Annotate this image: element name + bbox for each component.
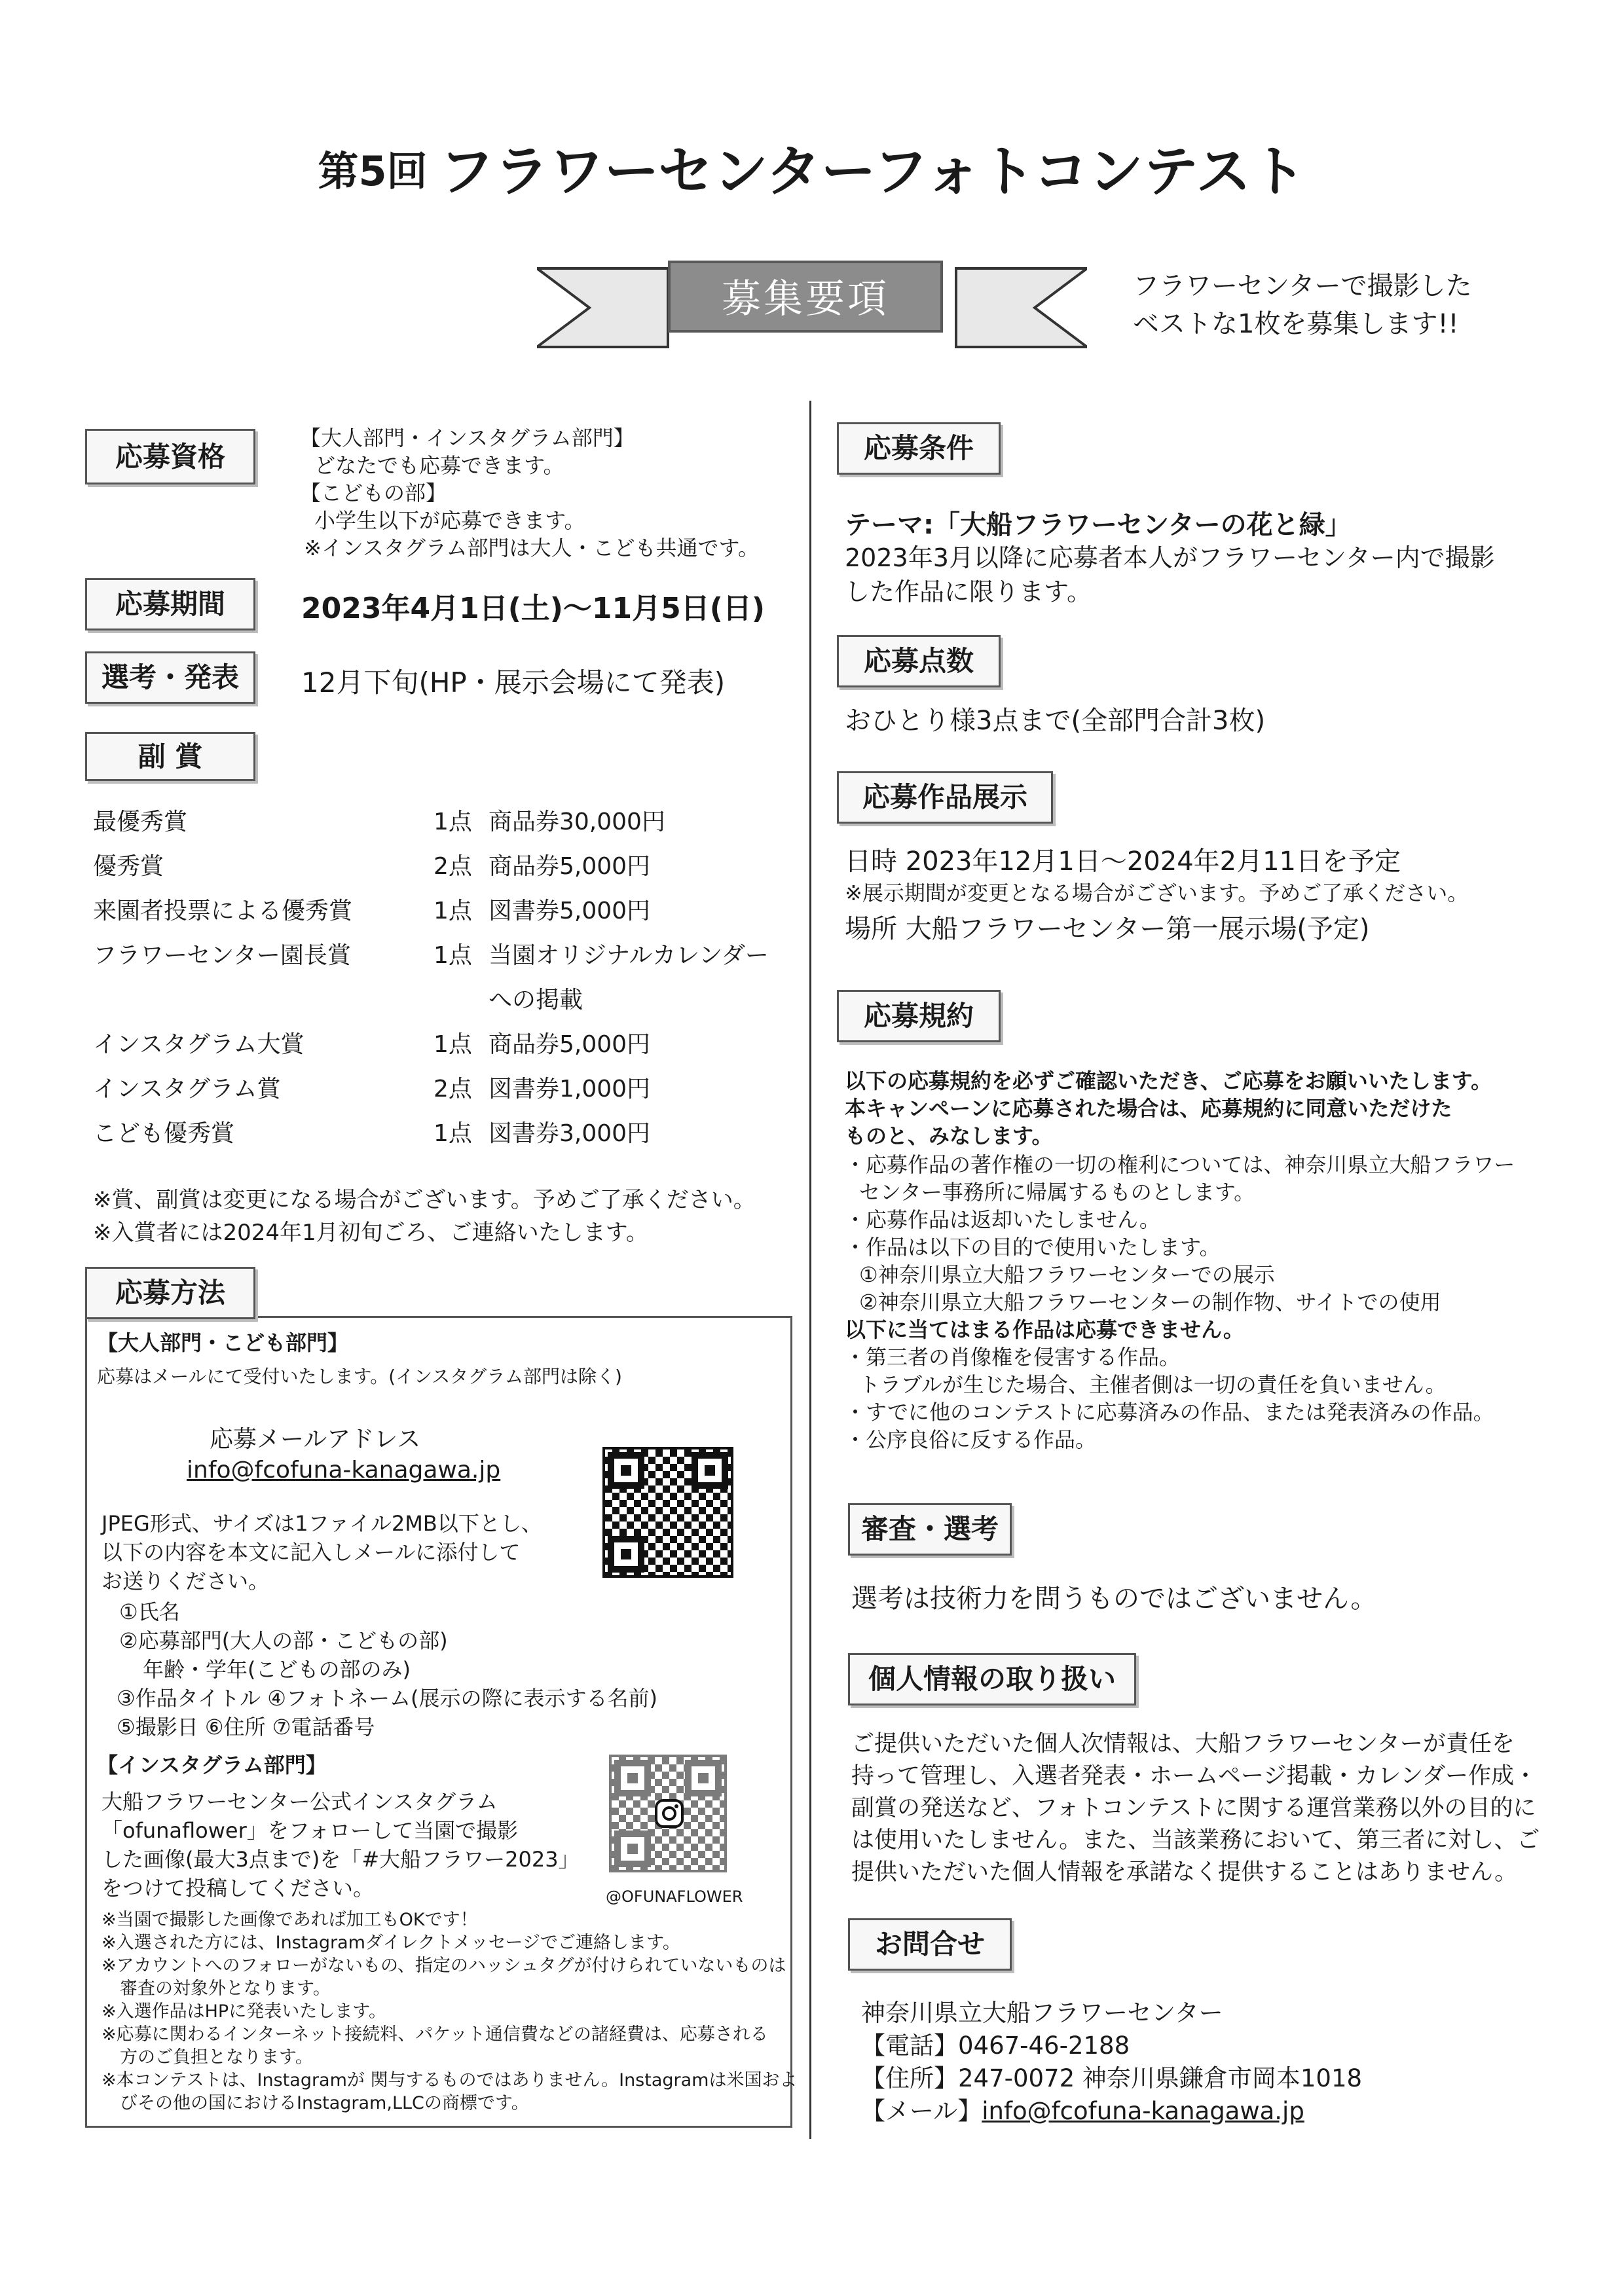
table-row (93, 978, 787, 1023)
eligibility-header: 応募資格 (85, 429, 255, 484)
list-item: ・すでに他のコンテストに応募済みの作品、または発表済みの作品。 (845, 1400, 1494, 1425)
insta-text (101, 1787, 580, 1903)
rules-intro-line: 以下の応募規約を必ずご確認いただき、ご応募をお願いいたします。 (845, 1068, 1492, 1093)
privacy-line: 副賞の発送など、フォトコンテストに関する運営業務以外の目的に (851, 1795, 1536, 1821)
prize-name: インスタグラム賞 (93, 1076, 281, 1102)
prize-count: 1点 (434, 1120, 472, 1147)
rules-intro-line: 本キャンペーンに応募された場合は、応募規約に同意いただけた (845, 1096, 1452, 1121)
count-header: 応募点数 (837, 635, 1001, 687)
contact-tel: 【電話】0467-46-2188 (861, 2032, 1130, 2060)
exhibit-note: ※展示期間が変更となる場合がございます。予めご了承ください。 (845, 881, 1469, 905)
list-item: ・公序良俗に反する作品。 (845, 1427, 1097, 1452)
method-header: 応募方法 (85, 1267, 255, 1319)
format-text (101, 1509, 542, 1595)
table-row (93, 889, 787, 934)
conditions-theme: テーマ:「大船フラワーセンターの花と緑」 (845, 510, 1352, 540)
mail-link[interactable]: info@fcofuna-kanagawa.jp (187, 1457, 501, 1484)
contact-info (861, 1997, 1362, 2128)
prize-name: 最優秀賞 (93, 809, 188, 835)
insta-note: びその他の国におけるInstagram,LLCの商標です。 (120, 2093, 529, 2113)
table-row (93, 934, 787, 978)
prize-count: 1点 (434, 942, 472, 969)
selection-header: 選考・発表 (85, 651, 255, 704)
judging-value: 選考は技術力を問うものではございません。 (851, 1584, 1377, 1614)
prize-name: インスタグラム大賞 (93, 1031, 304, 1058)
format-line: 以下の内容を本文に記入しメールに添付して (101, 1540, 521, 1565)
exhibit-header: 応募作品展示 (837, 771, 1053, 824)
list-item: ③作品タイトル ④フォトネーム(展示の際に表示する名前) (117, 1686, 657, 1711)
prize-value: 商品券5,000円 (489, 1031, 651, 1058)
prize-value: 商品券5,000円 (489, 853, 651, 880)
prize-notes (93, 1184, 756, 1249)
insta-line: 大船フラワーセンター公式インスタグラム (101, 1789, 498, 1814)
eligibility-text (300, 424, 759, 562)
list-item: ・応募作品の著作権の一切の権利については、神奈川県立大船フラワー (845, 1152, 1515, 1177)
ineligible-heading: 以下に当てはまる作品は応募できません。 (845, 1317, 1244, 1342)
prize-table (93, 800, 787, 1156)
eligibility-line: 【こどもの部】 (300, 481, 447, 505)
list-item: トラブルが生じた場合、主催者側は一切の責任を負いません。 (859, 1372, 1447, 1397)
conditions-text (845, 541, 1495, 609)
list-item: ⑤撮影日 ⑥住所 ⑦電話番号 (117, 1715, 375, 1740)
privacy-line: 提供いただいた個人情報を承諾なく提供することはありません。 (851, 1859, 1518, 1886)
contact-address: 【住所】247-0072 神奈川県鎌倉市岡本1018 (861, 2064, 1363, 2092)
list-item: ②応募部門(大人の部・こどもの部) (119, 1628, 448, 1653)
prize-value: 当園オリジナルカレンダー (489, 942, 769, 969)
insta-note: ※当園で撮影した画像であれば加工もOKです！ (101, 1910, 478, 1930)
contact-mail-row (861, 2095, 1362, 2128)
qr-code-mail (602, 1447, 733, 1578)
privacy-header: 個人情報の取り扱い (848, 1653, 1136, 1705)
prize-value: 図書券3,000円 (489, 1120, 651, 1147)
column-divider (809, 401, 811, 2139)
insta-line: 「ofunaflower」をフォローして当園で撮影 (101, 1818, 519, 1843)
insta-line: した画像(最大3点まで)を「#大船フラワー2023」 (101, 1847, 580, 1872)
period-header: 応募期間 (85, 578, 255, 630)
list-item: 年齢・学年(こどもの部のみ) (143, 1657, 411, 1682)
rules-items (845, 1151, 1515, 1316)
privacy-line: は使用いたしません。また、当該業務において、第三者に対し、ご (851, 1827, 1540, 1853)
prize-count: 2点 (434, 1076, 472, 1102)
insta-note: ※応募に関わるインターネット接続料、パケット通信費などの諸経費は、応募される (101, 2024, 768, 2045)
conditions-line: 2023年3月以降に応募者本人がフラワーセンター内で撮影 (845, 543, 1495, 572)
prize-name: フラワーセンター園長賞 (93, 942, 351, 969)
privacy-line: 持って管理し、入選者発表・ホームページ掲載・カレンダー作成・ (851, 1763, 1538, 1789)
list-item: ・作品は以下の目的で使用いたします。 (845, 1235, 1221, 1260)
rules-intro-line: ものと、みなします。 (845, 1123, 1053, 1148)
insta-heading: 【インスタグラム部門】 (97, 1753, 327, 1777)
table-row (93, 800, 787, 845)
title-main: フラワーセンターフォトコンテスト (439, 139, 1306, 204)
prize-count: 1点 (434, 809, 472, 835)
exhibit-date: 日時 2023年12月1日～2024年2月11日を予定 (845, 847, 1401, 877)
ribbon-label: 募集要項 (668, 261, 943, 333)
insta-notes (101, 1908, 797, 2115)
prize-count: 1点 (434, 898, 472, 924)
adult-intro: 応募はメールにて受付いたします。(インスタグラム部門は除く) (97, 1366, 622, 1387)
instagram-icon (655, 1799, 684, 1828)
rules-intro (845, 1067, 1492, 1150)
insta-note: 審査の対象外となります。 (120, 1978, 331, 1999)
prize-name: 優秀賞 (93, 853, 164, 880)
table-row (93, 1112, 787, 1156)
eligibility-line: どなたでも応募できます。 (314, 453, 564, 478)
prize-count: 2点 (434, 853, 472, 880)
contact-header: お問合せ (848, 1918, 1012, 1971)
insta-line: をつけて投稿してください。 (101, 1876, 375, 1901)
insta-note: ※本コンテストは、Instagramが 関与するものではありません。Instagramは米国およ (101, 2070, 798, 2090)
prize-name: こども優秀賞 (93, 1120, 235, 1147)
prize-value: 商品券30,000円 (489, 809, 665, 835)
eligibility-line: ※インスタグラム部門は大人・こども共通です。 (304, 536, 759, 560)
adult-heading: 【大人部門・こども部門】 (97, 1330, 349, 1355)
prize-value: 図書券5,000円 (489, 898, 651, 924)
format-line: JPEG形式、サイズは1ファイル2MB以下とし、 (101, 1511, 542, 1536)
prize-count: 1点 (434, 1031, 472, 1058)
rules-header: 応募規約 (837, 990, 1001, 1042)
eligibility-line: 【大人部門・インスタグラム部門】 (300, 426, 635, 450)
prize-name: 来園者投票による優秀賞 (93, 898, 353, 924)
insta-note: ※入選された方には、Instagramダイレクトメッセージでご連絡します。 (101, 1933, 680, 1953)
title-prefix: 第5回 (318, 147, 428, 195)
prize-note: ※入賞者には2024年1月初旬ごろ、ご連絡いたします。 (93, 1220, 648, 1246)
period-value: 2023年4月1日(土)～11月5日(日) (301, 592, 765, 625)
list-item: センター事務所に帰属するものとします。 (859, 1180, 1255, 1205)
list-item: ①神奈川県立大船フラワーセンターでの展示 (859, 1262, 1275, 1287)
insta-note: 方のご負担となります。 (120, 2047, 313, 2068)
contact-mail-label: 【メール】 (861, 2097, 982, 2125)
table-row (93, 1023, 787, 1067)
list-item: ・第三者の肖像権を侵害する作品。 (845, 1345, 1181, 1370)
insta-handle: @OFUNAFLOWER (606, 1887, 743, 1906)
prize-value: への掲載 (489, 987, 583, 1013)
contact-org: 神奈川県立大船フラワーセンター (861, 1999, 1223, 2027)
page-title (0, 128, 1624, 207)
conditions-line: した作品に限ります。 (845, 577, 1092, 606)
ineligible-items (845, 1343, 1494, 1453)
count-value: おひとり様3点まで(全部門合計3枚) (845, 706, 1266, 736)
eligibility-line: 小学生以下が応募できます。 (314, 508, 585, 533)
list-item: ・応募作品は返却いたしません。 (845, 1207, 1160, 1232)
tagline-line: フラワーセンターで撮影した (1133, 271, 1472, 301)
list-item: ①氏名 (119, 1599, 180, 1624)
conditions-header: 応募条件 (837, 422, 1001, 475)
table-row (93, 1067, 787, 1112)
required-items (117, 1597, 657, 1741)
exhibit-place: 場所 大船フラワーセンター第一展示場(予定) (845, 914, 1370, 944)
tagline (1133, 267, 1472, 343)
mail-label: 応募メールアドレス (210, 1426, 421, 1453)
tagline-line: ベストな1枚を募集します!! (1133, 309, 1459, 339)
format-line: お送りください。 (101, 1569, 270, 1594)
table-row (93, 845, 787, 889)
privacy-text (851, 1728, 1540, 1889)
insta-note: ※アカウントへのフォローがないもの、指定のハッシュタグが付けられていないものは (101, 1956, 786, 1976)
prize-note: ※賞、副賞は変更になる場合がございます。予めご了承ください。 (93, 1187, 756, 1213)
judging-header: 審査・選考 (848, 1503, 1012, 1556)
selection-value: 12月下旬(HP・展示会場にて発表) (301, 666, 726, 699)
prize-value: 図書券1,000円 (489, 1076, 651, 1102)
list-item: ②神奈川県立大船フラワーセンターの制作物、サイトでの使用 (859, 1290, 1441, 1315)
prizes-header: 副 賞 (85, 732, 255, 781)
contact-mail-link[interactable]: info@fcofuna-kanagawa.jp (982, 2097, 1304, 2125)
insta-note: ※入選作品はHPに発表いたします。 (101, 2001, 387, 2022)
privacy-line: ご提供いただいた個人次情報は、大船フラワーセンターが責任を (851, 1731, 1515, 1757)
